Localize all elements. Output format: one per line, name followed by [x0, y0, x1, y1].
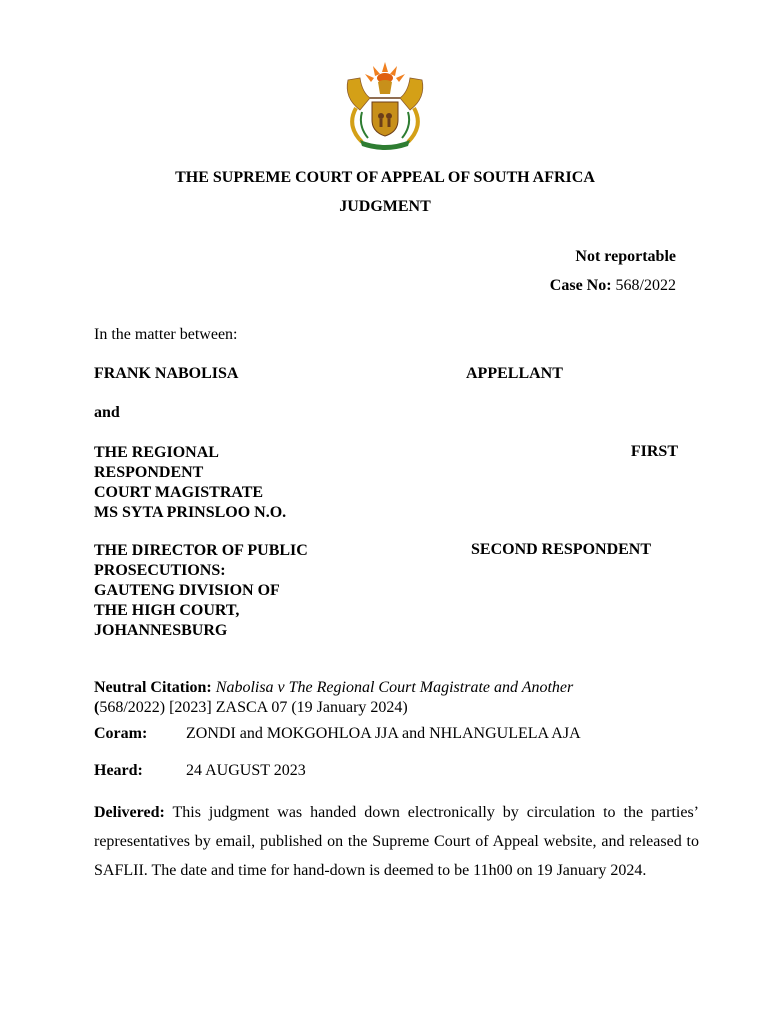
case-number-label: Case No:: [549, 277, 612, 294]
first-respondent-role: FIRST: [630, 443, 678, 460]
heard-label: Heard:: [94, 762, 143, 779]
reportable-status: Not reportable: [575, 248, 676, 265]
first-respondent-line: RESPONDENT: [94, 464, 204, 481]
appellant-name: FRANK NABOLISA: [94, 365, 239, 382]
citation-case-name: Nabolisa v The Regional Court Magistrate and Another: [215, 679, 574, 696]
coram-label: Coram:: [94, 725, 148, 742]
citation-paren: (: [94, 699, 100, 716]
citation-reference: 568/2022) [2023] ZASCA 07 (19 January 2024): [99, 699, 408, 716]
neutral-citation: [94, 678, 678, 718]
delivered-value: This judgment was handed down electronically by circulation to the parties’ representatives by email, published on the Supreme Court of Appeal website, and released to SAFLII. The date and time for hand-down is deemed to be 11h00 on 19 January 2024.: [94, 804, 699, 879]
and-separator: and: [94, 404, 120, 421]
first-respondent-line: THE REGIONAL: [94, 444, 219, 461]
case-number-value: 568/2022: [615, 277, 676, 294]
second-respondent-line: GAUTENG DIVISION OF: [94, 582, 280, 599]
court-name: THE SUPREME COURT OF APPEAL OF SOUTH AFRICA: [175, 169, 595, 186]
coram-value: ZONDI and MOKGOHLOA JJA and NHLANGULELA AJA: [186, 725, 581, 742]
case-number: [550, 277, 676, 295]
second-respondent-role: SECOND RESPONDENT: [471, 541, 652, 558]
second-respondent-line: THE HIGH COURT,: [94, 602, 240, 619]
first-respondent-name: [94, 443, 286, 523]
second-respondent-name: [94, 541, 308, 641]
coat-of-arms-icon: [340, 58, 430, 150]
second-respondent-line: JOHANNESBURG: [94, 622, 228, 639]
document-type: JUDGMENT: [339, 198, 431, 215]
appellant-role: APPELLANT: [466, 365, 563, 382]
heard-value: 24 AUGUST 2023: [186, 762, 306, 779]
second-respondent-line: PROSECUTIONS:: [94, 562, 226, 579]
first-respondent-line: MS SYTA PRINSLOO N.O.: [94, 504, 287, 521]
delivered-label: Delivered:: [94, 804, 165, 821]
delivered-paragraph: [94, 798, 699, 885]
second-respondent-line: THE DIRECTOR OF PUBLIC: [94, 542, 308, 559]
citation-label: Neutral Citation:: [94, 679, 212, 696]
parties-intro: In the matter between:: [94, 326, 238, 343]
first-respondent-line: COURT MAGISTRATE: [94, 484, 264, 501]
